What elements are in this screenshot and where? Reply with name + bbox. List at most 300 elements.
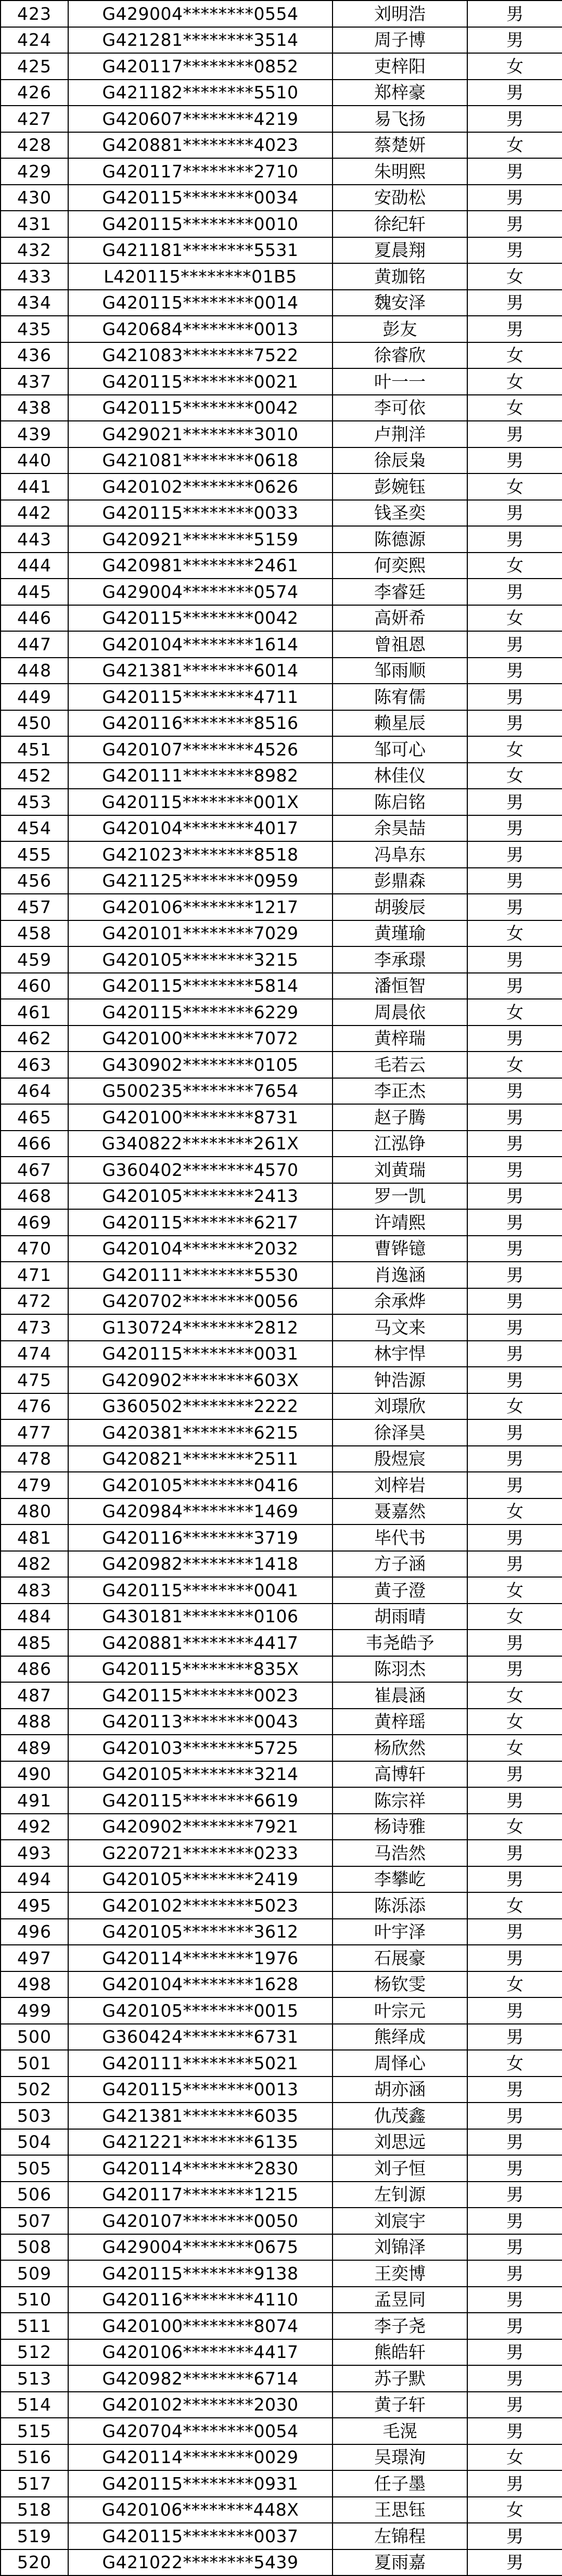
student-name-cell: 彭鼎森 (333, 868, 467, 894)
row-number-cell: 487 (1, 1682, 68, 1709)
table-row (1, 1524, 562, 1551)
gender-cell: 男 (467, 1288, 562, 1315)
row-number-cell: 469 (1, 1209, 68, 1236)
row-number-cell: 486 (1, 1656, 68, 1683)
student-id-cell: G420111********5530 (68, 1262, 333, 1288)
row-number-cell: 491 (1, 1787, 68, 1814)
gender-cell: 男 (467, 421, 562, 447)
table-row (1, 2208, 562, 2234)
student-id-cell: G420684********0013 (68, 316, 333, 342)
student-id-cell: G420111********5021 (68, 2050, 333, 2077)
student-name-cell: 周子博 (333, 27, 467, 54)
row-number-cell: 512 (1, 2339, 68, 2366)
table-row (1, 263, 562, 290)
row-number-cell: 440 (1, 447, 68, 474)
table-row (1, 684, 562, 710)
student-id-cell: G420104********2032 (68, 1236, 333, 1262)
student-id-cell: G420115********0033 (68, 500, 333, 527)
student-id-cell: G420381********6215 (68, 1419, 333, 1446)
gender-cell: 男 (467, 2470, 562, 2497)
student-id-cell: G420115********0042 (68, 395, 333, 421)
student-name-cell: 刘梓岩 (333, 1472, 467, 1498)
row-number-cell: 436 (1, 342, 68, 369)
student-id-cell: G420102********2030 (68, 2392, 333, 2418)
table-row (1, 2234, 562, 2261)
gender-cell: 女 (467, 1814, 562, 1840)
student-id-cell: G421381********6014 (68, 658, 333, 684)
gender-cell: 男 (467, 2155, 562, 2182)
table-row (1, 2287, 562, 2313)
gender-cell: 女 (467, 920, 562, 947)
student-id-cell: G420114********1976 (68, 1945, 333, 1971)
student-name-cell: 易飞扬 (333, 106, 467, 132)
table-row (1, 2077, 562, 2103)
row-number-cell: 480 (1, 1498, 68, 1525)
student-id-cell: G420104********1628 (68, 1971, 333, 1998)
table-row (1, 1892, 562, 1919)
student-name-cell: 林佳仪 (333, 763, 467, 789)
student-id-cell: G421125********0959 (68, 868, 333, 894)
table-row (1, 1919, 562, 1945)
table-row (1, 237, 562, 264)
table-row (1, 763, 562, 789)
student-name-cell: 熊皓轩 (333, 2339, 467, 2366)
gender-cell: 男 (467, 2208, 562, 2234)
gender-cell: 女 (467, 999, 562, 1026)
student-id-cell: G420921********5159 (68, 526, 333, 553)
row-number-cell: 506 (1, 2182, 68, 2208)
table-row (1, 447, 562, 474)
row-number-cell: 457 (1, 894, 68, 920)
student-name-cell: 叶一一 (333, 368, 467, 395)
student-id-cell: G420104********1614 (68, 631, 333, 658)
student-name-cell: 黄梓瑞 (333, 1026, 467, 1052)
gender-cell: 男 (467, 1367, 562, 1393)
gender-cell: 女 (467, 395, 562, 421)
table-row (1, 2392, 562, 2418)
table-row (1, 185, 562, 211)
student-id-cell: G420105********2419 (68, 1866, 333, 1893)
table-row (1, 106, 562, 132)
student-name-cell: 王思钰 (333, 2497, 467, 2523)
row-number-cell: 467 (1, 1157, 68, 1183)
student-id-cell: G421221********6135 (68, 2129, 333, 2156)
table-row (1, 1446, 562, 1472)
table-row (1, 1236, 562, 1262)
table-row (1, 2024, 562, 2050)
table-row (1, 211, 562, 237)
student-name-cell: 夏雨嘉 (333, 2549, 467, 2576)
student-id-cell: G421181********5531 (68, 237, 333, 264)
row-number-cell: 424 (1, 27, 68, 54)
table-row (1, 368, 562, 395)
student-id-cell: G220721********0233 (68, 1840, 333, 1866)
row-number-cell: 479 (1, 1472, 68, 1498)
student-id-cell: G420115********6217 (68, 1209, 333, 1236)
row-number-cell: 511 (1, 2313, 68, 2339)
student-name-cell: 卢荆洋 (333, 421, 467, 447)
gender-cell: 男 (467, 946, 562, 973)
row-number-cell: 434 (1, 290, 68, 316)
gender-cell: 男 (467, 789, 562, 815)
student-id-cell: G420107********4526 (68, 736, 333, 763)
student-id-cell: G421081********0618 (68, 447, 333, 474)
student-id-cell: G340822********261X (68, 1131, 333, 1157)
table-row (1, 27, 562, 54)
student-name-cell: 熊绎成 (333, 2024, 467, 2050)
gender-cell: 男 (467, 1551, 562, 1578)
gender-cell: 男 (467, 658, 562, 684)
gender-cell: 男 (467, 894, 562, 920)
table-row (1, 290, 562, 316)
table-row (1, 2050, 562, 2077)
table-row (1, 841, 562, 868)
row-number-cell: 478 (1, 1446, 68, 1472)
table-row (1, 2444, 562, 2471)
student-name-cell: 魏安泽 (333, 290, 467, 316)
gender-cell: 男 (467, 2103, 562, 2129)
row-number-cell: 437 (1, 368, 68, 395)
student-name-cell: 彭婉钰 (333, 473, 467, 500)
table-row (1, 1787, 562, 1814)
student-id-cell: G421182********5510 (68, 80, 333, 106)
gender-cell: 女 (467, 1393, 562, 1420)
gender-cell: 男 (467, 684, 562, 710)
table-row (1, 868, 562, 894)
gender-cell: 男 (467, 973, 562, 999)
gender-cell: 女 (467, 368, 562, 395)
row-number-cell: 442 (1, 500, 68, 527)
student-id-cell: G420106********4417 (68, 2339, 333, 2366)
gender-cell: 男 (467, 1236, 562, 1262)
row-number-cell: 450 (1, 710, 68, 737)
student-id-cell: G420115********6229 (68, 999, 333, 1026)
row-number-cell: 505 (1, 2155, 68, 2182)
gender-cell: 男 (467, 2418, 562, 2444)
student-name-cell: 刘璟欣 (333, 1393, 467, 1420)
student-id-cell: G429004********0554 (68, 1, 333, 27)
student-id-cell: G421023********8518 (68, 841, 333, 868)
student-id-cell: G420115********835X (68, 1656, 333, 1683)
row-number-cell: 458 (1, 920, 68, 947)
table-row (1, 2418, 562, 2444)
row-number-cell: 452 (1, 763, 68, 789)
row-number-cell: 426 (1, 80, 68, 106)
gender-cell: 男 (467, 2549, 562, 2576)
table-row (1, 1551, 562, 1578)
row-number-cell: 430 (1, 185, 68, 211)
gender-cell: 女 (467, 53, 562, 80)
gender-cell: 男 (467, 1446, 562, 1472)
table-row (1, 1682, 562, 1709)
student-name-cell: 高妍希 (333, 605, 467, 632)
row-number-cell: 494 (1, 1866, 68, 1893)
table-row (1, 473, 562, 500)
row-number-cell: 449 (1, 684, 68, 710)
student-name-cell: 杨欣然 (333, 1735, 467, 1761)
student-name-cell: 曹铧镱 (333, 1236, 467, 1262)
student-name-cell: 赖星辰 (333, 710, 467, 737)
student-id-cell: G420105********0416 (68, 1472, 333, 1498)
row-number-cell: 490 (1, 1761, 68, 1788)
student-name-cell: 刘宸宇 (333, 2208, 467, 2234)
gender-cell: 男 (467, 27, 562, 54)
table-row (1, 736, 562, 763)
row-number-cell: 502 (1, 2077, 68, 2103)
student-name-cell: 叶宇泽 (333, 1919, 467, 1945)
gender-cell: 女 (467, 1735, 562, 1761)
gender-cell: 男 (467, 2365, 562, 2392)
row-number-cell: 499 (1, 1997, 68, 2024)
row-number-cell: 423 (1, 1, 68, 27)
row-number-cell: 425 (1, 53, 68, 80)
student-name-cell: 刘子恒 (333, 2155, 467, 2182)
student-name-cell: 赵子腾 (333, 1104, 467, 1131)
student-id-cell: G430181********0106 (68, 1604, 333, 1630)
row-number-cell: 501 (1, 2050, 68, 2077)
student-id-cell: G420117********1215 (68, 2182, 333, 2208)
student-name-cell: 陈宗祥 (333, 1787, 467, 1814)
student-name-cell: 周怿心 (333, 2050, 467, 2077)
student-id-cell: G420107********0050 (68, 2208, 333, 2234)
student-id-cell: G420105********3612 (68, 1919, 333, 1945)
table-row (1, 1577, 562, 1604)
table-row (1, 1104, 562, 1131)
gender-cell: 男 (467, 1656, 562, 1683)
row-number-cell: 468 (1, 1183, 68, 1210)
student-name-cell: 徐纪轩 (333, 211, 467, 237)
student-id-cell: G420105********2413 (68, 1183, 333, 1210)
row-number-cell: 492 (1, 1814, 68, 1840)
student-name-cell: 胡亦涵 (333, 2077, 467, 2103)
table-row (1, 1209, 562, 1236)
row-number-cell: 518 (1, 2497, 68, 2523)
student-id-cell: G420115********001X (68, 789, 333, 815)
table-row (1, 158, 562, 185)
row-number-cell: 446 (1, 605, 68, 632)
student-name-cell: 林宇悍 (333, 1341, 467, 1367)
row-number-cell: 445 (1, 579, 68, 605)
student-name-cell: 刘明浩 (333, 1, 467, 27)
gender-cell: 男 (467, 1341, 562, 1367)
gender-cell: 女 (467, 553, 562, 579)
row-number-cell: 503 (1, 2103, 68, 2129)
gender-cell: 女 (467, 132, 562, 159)
student-name-cell: 杨钦雯 (333, 1971, 467, 1998)
table-row (1, 1131, 562, 1157)
row-number-cell: 495 (1, 1892, 68, 1919)
gender-cell: 男 (467, 2077, 562, 2103)
student-id-cell: G421083********7522 (68, 342, 333, 369)
row-number-cell: 488 (1, 1709, 68, 1735)
row-number-cell: 460 (1, 973, 68, 999)
student-name-cell: 黄梓瑶 (333, 1709, 467, 1735)
row-number-cell: 516 (1, 2444, 68, 2471)
table-row (1, 920, 562, 947)
gender-cell: 男 (467, 211, 562, 237)
row-number-cell: 489 (1, 1735, 68, 1761)
student-id-cell: G420100********8731 (68, 1104, 333, 1131)
gender-cell: 女 (467, 1498, 562, 1525)
student-id-cell: G420115********0023 (68, 1682, 333, 1709)
student-name-cell: 罗一凯 (333, 1183, 467, 1210)
table-row (1, 2523, 562, 2549)
row-number-cell: 514 (1, 2392, 68, 2418)
student-name-cell: 左钊源 (333, 2182, 467, 2208)
student-id-cell: G420702********0056 (68, 1288, 333, 1315)
gender-cell: 男 (467, 1866, 562, 1893)
student-name-cell: 黄珈铭 (333, 263, 467, 290)
table-row (1, 1498, 562, 1525)
student-name-cell: 钟浩源 (333, 1367, 467, 1393)
row-number-cell: 520 (1, 2549, 68, 2576)
row-number-cell: 500 (1, 2024, 68, 2050)
gender-cell: 男 (467, 631, 562, 658)
row-number-cell: 466 (1, 1131, 68, 1157)
student-id-cell: G420113********0043 (68, 1709, 333, 1735)
student-id-cell: G420982********1418 (68, 1551, 333, 1578)
student-id-cell: G420101********7029 (68, 920, 333, 947)
row-number-cell: 515 (1, 2418, 68, 2444)
gender-cell: 男 (467, 1840, 562, 1866)
student-name-cell: 胡骏辰 (333, 894, 467, 920)
student-name-cell: 徐睿欣 (333, 342, 467, 369)
student-id-cell: G420984********1469 (68, 1498, 333, 1525)
table-row (1, 2365, 562, 2392)
student-name-cell: 陈羽杰 (333, 1656, 467, 1683)
gender-cell: 男 (467, 158, 562, 185)
student-id-cell: G420881********4023 (68, 132, 333, 159)
student-name-cell: 冯阜东 (333, 841, 467, 868)
row-number-cell: 481 (1, 1524, 68, 1551)
row-number-cell: 482 (1, 1551, 68, 1578)
table-row (1, 395, 562, 421)
gender-cell: 男 (467, 2182, 562, 2208)
row-number-cell: 432 (1, 237, 68, 264)
student-id-cell: G500235********7654 (68, 1078, 333, 1105)
student-name-cell: 方子涵 (333, 1551, 467, 1578)
table-row (1, 1341, 562, 1367)
table-row (1, 553, 562, 579)
row-number-cell: 508 (1, 2234, 68, 2261)
row-number-cell: 451 (1, 736, 68, 763)
student-id-cell: G420102********5023 (68, 1892, 333, 1919)
student-id-cell: G420115********0037 (68, 2523, 333, 2549)
row-number-cell: 496 (1, 1919, 68, 1945)
gender-cell: 男 (467, 1945, 562, 1971)
table-row (1, 1709, 562, 1735)
student-id-cell: G420115********6619 (68, 1787, 333, 1814)
student-name-cell: 吴璟洵 (333, 2444, 467, 2471)
student-id-cell: G429004********0574 (68, 579, 333, 605)
student-name-cell: 夏晨翔 (333, 237, 467, 264)
row-number-cell: 462 (1, 1026, 68, 1052)
student-name-cell: 曾祖恩 (333, 631, 467, 658)
row-number-cell: 474 (1, 1341, 68, 1367)
table-row (1, 1604, 562, 1630)
gender-cell: 男 (467, 500, 562, 527)
table-row (1, 1157, 562, 1183)
gender-cell: 女 (467, 1709, 562, 1735)
row-number-cell: 443 (1, 526, 68, 553)
gender-cell: 男 (467, 526, 562, 553)
gender-cell: 男 (467, 2392, 562, 2418)
student-id-cell: G420105********3215 (68, 946, 333, 973)
table-row (1, 710, 562, 737)
gender-cell: 男 (467, 1524, 562, 1551)
row-number-cell: 476 (1, 1393, 68, 1420)
student-name-cell: 李正杰 (333, 1078, 467, 1105)
student-name-cell: 陈宥儒 (333, 684, 467, 710)
student-name-cell: 彭友 (333, 316, 467, 342)
row-number-cell: 435 (1, 316, 68, 342)
gender-cell: 女 (467, 2497, 562, 2523)
gender-cell: 女 (467, 763, 562, 789)
row-number-cell: 447 (1, 631, 68, 658)
row-number-cell: 454 (1, 815, 68, 842)
student-id-cell: G360424********6731 (68, 2024, 333, 2050)
student-id-cell: G420902********603X (68, 1367, 333, 1393)
row-number-cell: 485 (1, 1630, 68, 1656)
student-id-cell: G420982********6714 (68, 2365, 333, 2392)
row-number-cell: 439 (1, 421, 68, 447)
gender-cell: 男 (467, 710, 562, 737)
gender-cell: 男 (467, 868, 562, 894)
student-name-cell: 叶宗元 (333, 1997, 467, 2024)
student-id-cell: G420100********8074 (68, 2313, 333, 2339)
student-id-cell: G420115********9138 (68, 2260, 333, 2287)
gender-cell: 男 (467, 1131, 562, 1157)
table-row (1, 1367, 562, 1393)
table-row (1, 1997, 562, 2024)
row-number-cell: 475 (1, 1367, 68, 1393)
gender-cell: 女 (467, 2050, 562, 2077)
row-number-cell: 498 (1, 1971, 68, 1998)
table-row (1, 1866, 562, 1893)
table-row (1, 526, 562, 553)
table-row (1, 2103, 562, 2129)
table-row (1, 1052, 562, 1078)
gender-cell: 女 (467, 605, 562, 632)
student-id-cell: G420114********0029 (68, 2444, 333, 2471)
row-number-cell: 504 (1, 2129, 68, 2156)
student-id-cell: G420116********3719 (68, 1524, 333, 1551)
gender-cell: 男 (467, 1997, 562, 2024)
student-id-cell: G420117********2710 (68, 158, 333, 185)
row-number-cell: 455 (1, 841, 68, 868)
student-name-cell: 仇茂鑫 (333, 2103, 467, 2129)
gender-cell: 男 (467, 1472, 562, 1498)
table-row (1, 132, 562, 159)
table-row (1, 1288, 562, 1315)
gender-cell: 男 (467, 2313, 562, 2339)
row-number-cell: 483 (1, 1577, 68, 1604)
student-name-cell: 刘锦泽 (333, 2234, 467, 2261)
student-name-cell: 崔晨涵 (333, 1682, 467, 1709)
row-number-cell: 471 (1, 1262, 68, 1288)
student-name-cell: 李可依 (333, 395, 467, 421)
student-id-cell: G420115********0042 (68, 605, 333, 632)
student-id-cell: G420821********2511 (68, 1446, 333, 1472)
table-row (1, 2182, 562, 2208)
student-name-cell: 苏子默 (333, 2365, 467, 2392)
student-name-cell: 周晨依 (333, 999, 467, 1026)
row-number-cell: 473 (1, 1314, 68, 1341)
student-name-cell: 徐泽昊 (333, 1419, 467, 1446)
student-id-cell: G420115********0041 (68, 1577, 333, 1604)
table-row (1, 53, 562, 80)
gender-cell: 男 (467, 1919, 562, 1945)
